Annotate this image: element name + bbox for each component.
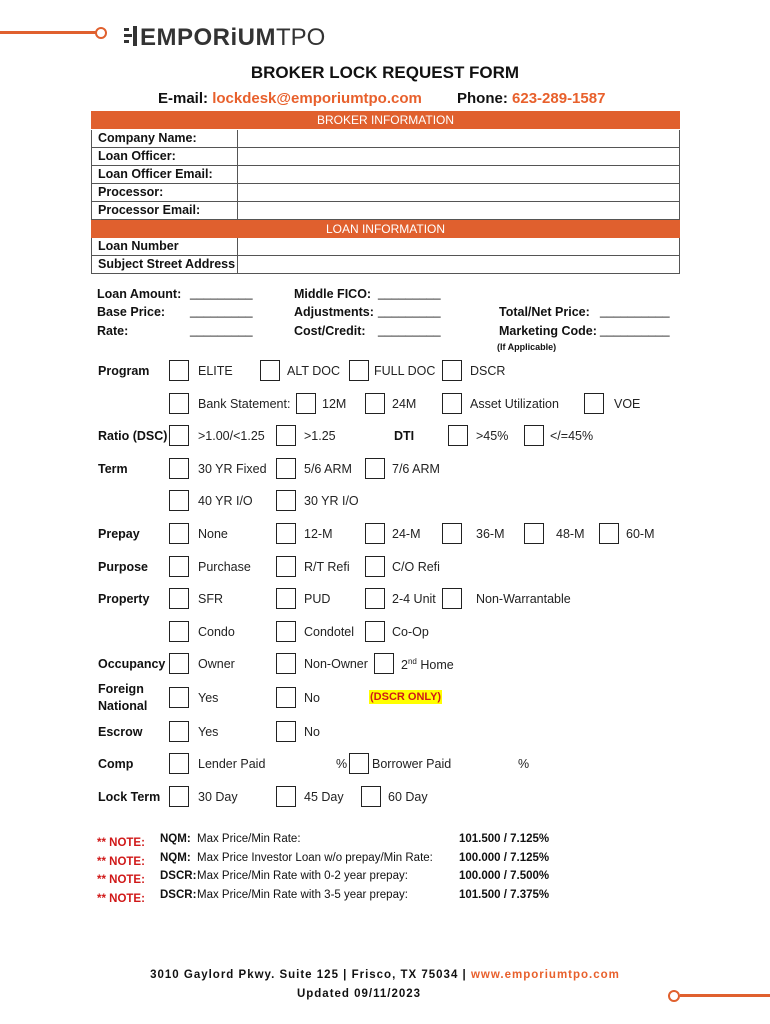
checkbox-30-day[interactable] — [169, 786, 189, 807]
checkbox-owner[interactable] — [169, 653, 189, 674]
checkbox-12m[interactable] — [296, 393, 316, 414]
base-price-blank[interactable]: _________ — [190, 304, 253, 318]
note-text: Max Price/Min Rate: — [197, 833, 301, 845]
note-value: 100.000 / 7.125% — [459, 852, 550, 864]
loan-row-number[interactable] — [91, 238, 680, 256]
broker-info-band: BROKER INFORMATION — [91, 111, 680, 129]
checkbox-prepay-none[interactable] — [169, 523, 189, 544]
checkbox-condo[interactable] — [169, 621, 189, 642]
option-label-2nd-home — [401, 657, 454, 672]
checkbox-borrower-paid[interactable] — [349, 753, 369, 774]
dti-label: DTI — [394, 429, 415, 443]
logo-brand-light: TPO — [276, 24, 326, 51]
note-text: Max Price Investor Loan w/o prepay/Min Rate: — [197, 852, 433, 864]
option-label: 7/6 ARM — [392, 462, 440, 476]
base-price-label: Base Price: — [97, 305, 166, 319]
note-value: 101.500 / 7.375% — [459, 889, 550, 901]
note-tag: ** NOTE: — [97, 893, 145, 905]
row-label-purpose: Purpose — [98, 560, 149, 574]
note-row — [97, 889, 145, 907]
note-tag: ** NOTE: — [97, 874, 145, 886]
row-label-foreign: Foreign — [98, 682, 144, 696]
note-row — [97, 870, 145, 888]
checkbox-condotel[interactable] — [276, 621, 296, 642]
checkbox-7-6-arm[interactable] — [365, 458, 385, 479]
option-label: Purchase — [198, 560, 251, 574]
checkbox-escrow-no[interactable] — [276, 721, 296, 742]
checkbox-rt-refi[interactable] — [276, 556, 296, 577]
note-text: Max Price/Min Rate with 0-2 year prepay: — [197, 870, 408, 882]
total-net-blank[interactable]: __________ — [600, 304, 670, 318]
note-row — [97, 833, 145, 851]
row-label-property: Property — [98, 592, 150, 606]
option-label: DSCR — [470, 364, 506, 378]
rate-blank[interactable]: _________ — [190, 323, 253, 337]
note-value: 101.500 / 7.125% — [459, 833, 550, 845]
checkbox-prepay-36m[interactable] — [442, 523, 462, 544]
checkbox-30yr-fixed[interactable] — [169, 458, 189, 479]
checkbox-45-day[interactable] — [276, 786, 296, 807]
footer-address: 3010 Gaylord Pkwy. Suite 125 | Frisco, TX 75034 | — [150, 969, 467, 981]
option-label: >1.25 — [304, 429, 336, 443]
broker-row-processor-email[interactable] — [91, 202, 680, 220]
option-label: VOE — [614, 397, 641, 411]
broker-row-processor[interactable] — [91, 184, 680, 202]
option-label: Co-Op — [392, 625, 429, 639]
checkbox-escrow-yes[interactable] — [169, 721, 189, 742]
email-label: E-mail: — [158, 90, 209, 107]
option-label: 24M — [392, 397, 417, 411]
checkbox-asset-utilization[interactable] — [442, 393, 462, 414]
email-line — [158, 90, 422, 107]
row-label-prepay: Prepay — [98, 527, 140, 541]
row-label-ratio: Ratio (DSC) — [98, 429, 168, 443]
option-label: Bank Statement: — [198, 397, 291, 411]
option-label: Condo — [198, 625, 235, 639]
option-label: 45 Day — [304, 790, 344, 804]
option-label: 48-M — [556, 527, 585, 541]
option-label: 40 YR I/O — [198, 494, 253, 508]
checkbox-sfr[interactable] — [169, 588, 189, 609]
checkbox-elite[interactable] — [169, 360, 189, 381]
note-text: Max Price/Min Rate with 3-5 year prepay: — [197, 889, 408, 901]
option-label: 30 Day — [198, 790, 238, 804]
option-label: >1.00/<1.25 — [198, 429, 265, 443]
row-label-program: Program — [98, 364, 150, 378]
checkbox-prepay-24m[interactable] — [365, 523, 385, 544]
option-label: 24-M — [392, 527, 421, 541]
checkbox-dti-over-45[interactable] — [448, 425, 468, 446]
checkbox-alt-doc[interactable] — [260, 360, 280, 381]
option-label: 30 YR I/O — [304, 494, 359, 508]
option-label: None — [198, 527, 228, 541]
checkbox-lender-paid[interactable] — [169, 753, 189, 774]
option-label: 60-M — [626, 527, 655, 541]
note-type: NQM: — [160, 833, 191, 845]
note-type: DSCR: — [160, 889, 197, 901]
field-label: Subject Street Address — [98, 257, 236, 271]
checkbox-5-6-arm[interactable] — [276, 458, 296, 479]
field-label: Loan Number — [98, 239, 179, 253]
option-label: C/O Refi — [392, 560, 440, 574]
lender-paid-percent: % — [336, 757, 348, 771]
phone-line — [457, 90, 605, 107]
option-label: Asset Utilization — [470, 397, 559, 411]
footer-website-link[interactable]: www.emporiumtpo.com — [470, 969, 620, 981]
checkbox-bank-statement[interactable] — [169, 393, 189, 414]
checkbox-24m[interactable] — [365, 393, 385, 414]
cost-credit-label: Cost/Credit: — [294, 324, 366, 338]
checkbox-dscr[interactable] — [442, 360, 462, 381]
checkbox-ratio-2[interactable] — [276, 425, 296, 446]
option-label: Yes — [198, 691, 219, 705]
row-label-escrow: Escrow — [98, 725, 143, 739]
checkbox-60-day[interactable] — [361, 786, 381, 807]
checkbox-foreign-yes[interactable] — [169, 687, 189, 708]
form-title: BROKER LOCK REQUEST FORM — [250, 63, 520, 82]
option-label: R/T Refi — [304, 560, 350, 574]
footer-address-line — [0, 969, 770, 981]
checkbox-2nd-home[interactable] — [374, 653, 394, 674]
option-label: Non-Warrantable — [476, 592, 571, 606]
option-label: Borrower Paid — [372, 757, 452, 771]
checkbox-pud[interactable] — [276, 588, 296, 609]
rate-label: Rate: — [97, 324, 129, 338]
note-type: NQM: — [160, 852, 191, 864]
second-home-text: Home — [420, 658, 454, 673]
checkbox-purchase[interactable] — [169, 556, 189, 577]
option-label: No — [304, 725, 320, 739]
row-label-term: Term — [98, 462, 128, 476]
checkbox-dti-under-45[interactable] — [524, 425, 544, 446]
option-label: 5/6 ARM — [304, 462, 352, 476]
note-row — [97, 852, 145, 870]
checkbox-co-op[interactable] — [365, 621, 385, 642]
option-label: 36-M — [476, 527, 505, 541]
option-label: No — [304, 691, 320, 705]
broker-row-loan-officer[interactable] — [91, 148, 680, 166]
logo-brand-bold: EMPORiUM — [140, 24, 276, 51]
option-label: ALT DOC — [287, 364, 341, 378]
top-decor-ring — [95, 27, 107, 39]
email-link[interactable]: lockdesk@emporiumtpo.com — [212, 90, 422, 107]
field-label: Loan Officer Email: — [98, 167, 213, 181]
middle-fico-label: Middle FICO: — [294, 287, 372, 301]
checkbox-ratio-1[interactable] — [169, 425, 189, 446]
second-sup: nd — [407, 657, 417, 666]
checkbox-full-doc[interactable] — [349, 360, 369, 381]
if-applicable-note: (If Applicable) — [497, 342, 557, 352]
row-label-occupancy: Occupancy — [98, 657, 166, 671]
loan-amount-blank[interactable]: _________ — [190, 286, 253, 300]
broker-row-lo-email[interactable] — [91, 166, 680, 184]
option-label: ELITE — [198, 364, 233, 378]
checkbox-40yr-io[interactable] — [169, 490, 189, 511]
note-value: 100.000 / 7.500% — [459, 870, 550, 882]
logo — [124, 24, 325, 50]
checkbox-non-warrantable[interactable] — [442, 588, 462, 609]
checkbox-2-4-unit[interactable] — [365, 588, 385, 609]
option-label: 30 YR Fixed — [198, 462, 267, 476]
checkbox-prepay-60m[interactable] — [599, 523, 619, 544]
marketing-label: Marketing Code: — [499, 324, 597, 338]
field-label: Company Name: — [98, 131, 197, 145]
dscr-only-badge: (DSCR ONLY) — [370, 691, 442, 703]
second-num: 2 — [401, 658, 408, 673]
borrower-paid-percent: % — [518, 757, 530, 771]
row-label-lock-term: Lock Term — [98, 790, 161, 804]
option-label: 60 Day — [388, 790, 428, 804]
option-label: Owner — [198, 657, 235, 671]
top-decor-line — [0, 31, 96, 34]
field-label: Loan Officer: — [98, 149, 176, 163]
total-net-label: Total/Net Price: — [499, 305, 590, 319]
option-label: Lender Paid — [198, 757, 266, 771]
option-label: 2-4 Unit — [392, 592, 436, 606]
footer-updated: Updated 09/11/2023 — [296, 988, 422, 1000]
option-label: Non-Owner — [304, 657, 368, 671]
loan-info-band: LOAN INFORMATION — [91, 220, 680, 238]
broker-row-company[interactable] — [91, 130, 680, 148]
loan-amount-label: Loan Amount: — [97, 287, 182, 301]
marketing-blank[interactable]: __________ — [600, 323, 670, 337]
option-label: Yes — [198, 725, 219, 739]
adjustments-label: Adjustments: — [294, 305, 374, 319]
note-tag: ** NOTE: — [97, 856, 145, 868]
checkbox-co-refi[interactable] — [365, 556, 385, 577]
option-label: </=45% — [550, 429, 594, 443]
checkbox-voe[interactable] — [584, 393, 604, 414]
adjustments-blank[interactable]: _________ — [378, 304, 441, 318]
option-label: PUD — [304, 592, 331, 606]
field-label: Processor Email: — [98, 203, 201, 217]
checkbox-prepay-12m[interactable] — [276, 523, 296, 544]
field-label: Processor: — [98, 185, 164, 199]
row-label-comp: Comp — [98, 757, 134, 771]
checkbox-non-owner[interactable] — [276, 653, 296, 674]
option-label: 12-M — [304, 527, 333, 541]
logo-bars-icon — [124, 25, 138, 52]
option-label: 12M — [322, 397, 347, 411]
cost-credit-blank[interactable]: _________ — [378, 323, 441, 337]
middle-fico-blank[interactable]: _________ — [378, 286, 441, 300]
loan-row-address[interactable] — [91, 256, 680, 274]
checkbox-30yr-io[interactable] — [276, 490, 296, 511]
checkbox-foreign-no[interactable] — [276, 687, 296, 708]
note-type: DSCR: — [160, 870, 197, 882]
phone-value: 623-289-1587 — [512, 90, 606, 107]
note-tag: ** NOTE: — [97, 837, 145, 849]
phone-label: Phone: — [457, 90, 508, 107]
option-label: SFR — [198, 592, 223, 606]
option-label: >45% — [476, 429, 509, 443]
option-label: Condotel — [304, 625, 355, 639]
row-label-national: National — [98, 699, 148, 713]
option-label: FULL DOC — [374, 364, 436, 378]
checkbox-prepay-48m[interactable] — [524, 523, 544, 544]
